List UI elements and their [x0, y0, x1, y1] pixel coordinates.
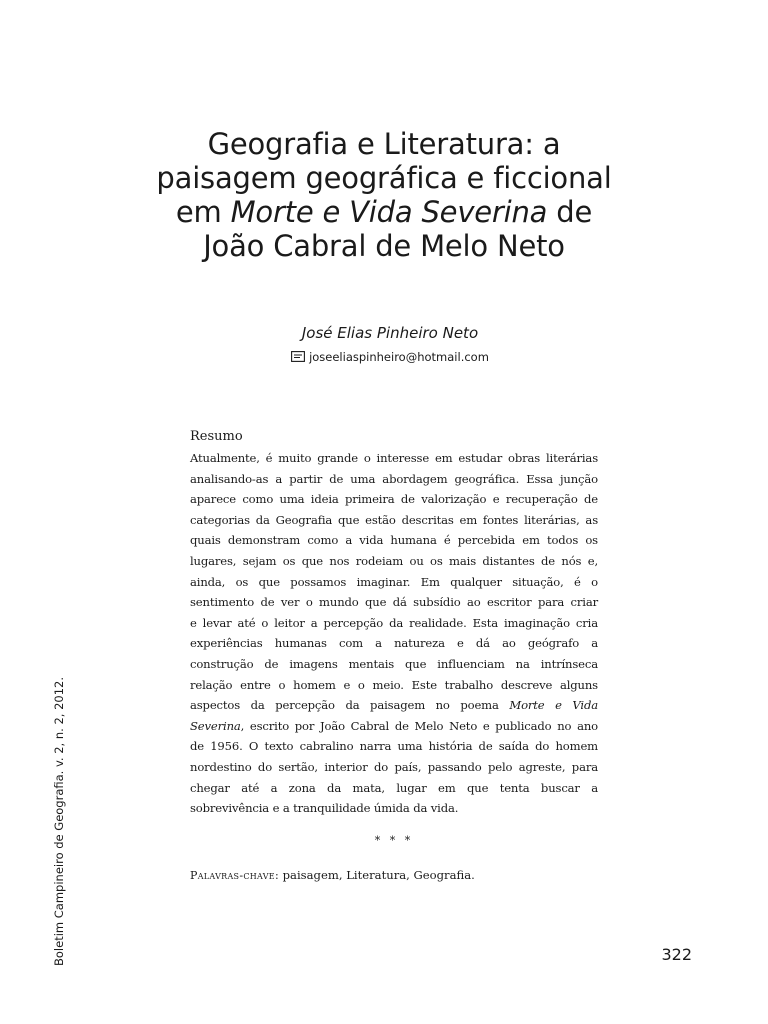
title-line: João Cabral de Melo Neto	[203, 229, 565, 264]
abstract-line: de 1956. O texto cabralino narra uma história de saída do homem	[190, 739, 598, 754]
abstract-line: experiências humanas com a natureza e dá ao geógrafo a	[190, 636, 598, 651]
title-line: paisagem geográfica e ficcional	[156, 161, 612, 196]
abstract-line: e levar até o leitor a percepção da realidade. Esta imaginação cria	[190, 615, 598, 630]
abstract-text: aspectos da percepção da paisagem no poema	[190, 698, 510, 713]
keywords	[190, 866, 475, 885]
title-line	[100, 195, 668, 229]
title-line: Geografia e Literatura: a	[207, 127, 561, 162]
section-separator: * * *	[374, 834, 414, 847]
envelope-icon	[291, 351, 305, 362]
abstract-line	[190, 716, 598, 737]
keywords-label: Palavras-chave:	[190, 869, 279, 882]
title-text: em	[175, 195, 231, 230]
journal-citation: Boletim Campineiro de Geografia. v. 2, n. 2, 2012.	[52, 677, 66, 966]
abstract-line: ainda, os que possamos imaginar. Em qualquer situação, é o	[190, 574, 598, 589]
author-name: José Elias Pinheiro Neto	[301, 324, 479, 342]
abstract-line: aparece como uma ideia primeira de valorização e recuperação de	[190, 492, 598, 507]
abstract-line: relação entre o homem e o meio. Este trabalho descreve alguns	[190, 677, 598, 692]
article-title	[100, 127, 668, 263]
page-number: 322	[661, 945, 692, 964]
abstract-line: Atualmente, é muito grande o interesse em estudar obras literárias	[190, 451, 598, 465]
title-poem-name: Morte e Vida Severina	[230, 195, 548, 230]
abstract-heading: Resumo	[190, 429, 243, 444]
poem-title-italic: Severina	[190, 718, 241, 733]
abstract-line: construção de imagens mentais que influenciam na intrínseca	[190, 656, 598, 671]
abstract-line	[190, 695, 598, 716]
abstract-text: , escrito por João Cabral de Melo Neto e publicado no ano	[240, 718, 598, 733]
title-text: de	[547, 195, 593, 230]
abstract-line: sentimento de ver o mundo que dá subsídio ao escritor para criar	[190, 595, 598, 610]
abstract-line: sobrevivência e a tranquilidade úmida da vida.	[190, 801, 459, 816]
abstract-line: nordestino do sertão, interior do país, passando pelo agreste, para	[190, 759, 598, 774]
poem-title-italic: Morte e Vida	[509, 698, 598, 713]
abstract-body	[190, 448, 598, 819]
abstract-line: quais demonstram como a vida humana é percebida em todos os	[190, 533, 598, 548]
abstract-line: categorias da Geografia que estão descritas em fontes literárias, as	[190, 512, 598, 527]
keywords-text: paisagem, Literatura, Geografia.	[278, 868, 475, 882]
abstract-line: lugares, sejam os que nos rodeiam ou os mais distantes de nós e,	[190, 553, 598, 568]
email-address[interactable]: joseeliaspinheiro@hotmail.com	[309, 350, 489, 364]
abstract-line: chegar até a zona da mata, lugar em que tenta buscar a	[190, 780, 598, 795]
author-email	[200, 348, 580, 366]
abstract-line: analisando-as a partir de uma abordagem geográfica. Essa junção	[190, 471, 598, 486]
